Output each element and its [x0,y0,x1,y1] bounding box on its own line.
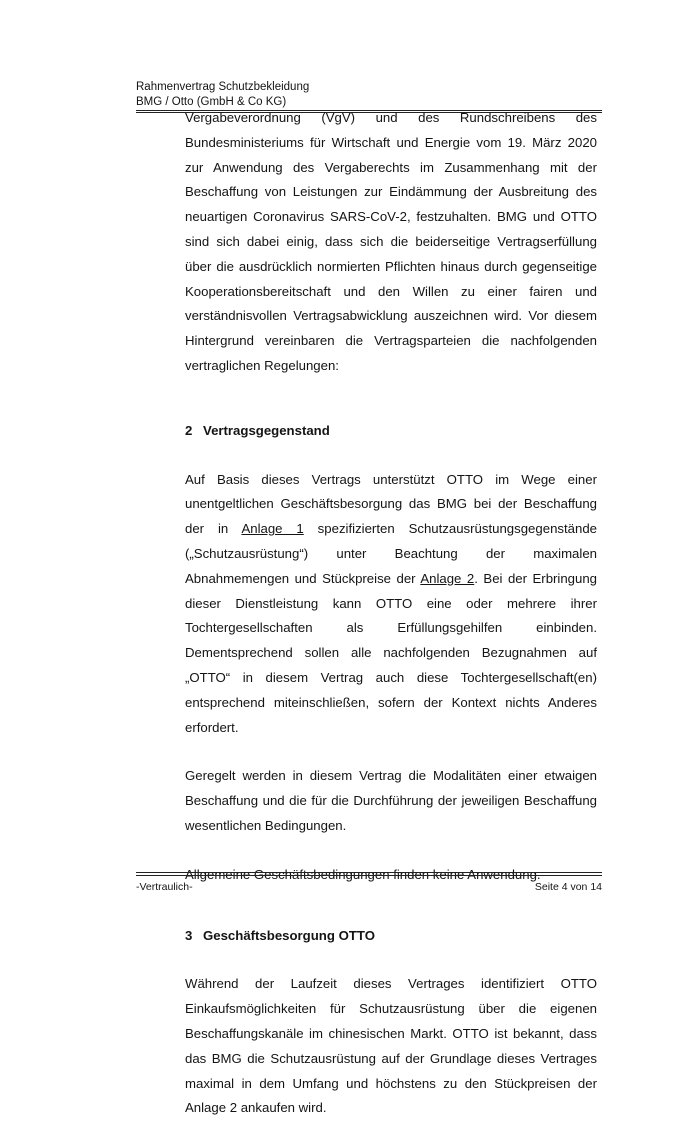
section-3-heading [185,924,597,949]
section-2-paragraph-3: Allgemeine Geschäftsbedingungen finden keine Anwendung. [185,866,541,882]
document-body [185,106,597,1121]
section-2-paragraph-2: Geregelt werden in diesem Vertrag die Modalitäten einer etwaigen Beschaffung und die für die Durchführung der jeweiligen Beschaffung wesentlichen Bedingungen. [185,768,597,833]
intro-paragraph: Vergabeverordnung (VgV) und des Rundschreibens des Bundesministeriums für Wirtschaft und Energie vom 19. März 2020 zur Anwendung des Vergaberechts im Zusammenhang mit der Beschaffung von Leistungen zur Eindämmung der Ausbreitung des neuartigen Coronavirus SARS-CoV-2, festzuhalten. BMG und OTTO sind sich dabei einig, dass sich die beiderseitige Vertragserfüllung über die ausdrücklich normierten Pflichten hinaus durch gegenseitige Kooperationsbereitschaft und den Willen zu einer fairen und verständnisvollen Vertragsabwicklung auszeichnen wird. Vor diesem Hintergrund vereinbaren die Vertragsparteien die nachfolgenden vertraglichen Regelungen: [185,110,597,373]
section-3-title: Geschäftsbesorgung OTTO [203,927,375,943]
anlage-2-reference: Anlage 2 [420,570,475,586]
section-2-p1-text-a: Auf Basis dieses Vertrags unterstützt OTTO im Wege einer unentgeltlichen Geschäftsbesorgung das BMG bei der Beschaffung der in [185,471,597,537]
section-3-paragraph-1: Während der Laufzeit dieses Vertrages identifiziert OTTO Einkaufsmöglichkeiten für Schutzausrüstung über die eigenen Beschaffungskanäle im chinesischen Markt. OTTO ist bekannt, dass das BMG die Schutzausrüstung auf der Grundlage dieses Vertrages maximal in dem Umfang und höchstens zu den Stückpreisen der Anlage 2 ankaufen wird. [185,976,597,1116]
page-number: Seite 4 von 14 [534,881,602,893]
section-2-p1-text-c: . Bei der Erbringung dieser Dienstleistung kann OTTO eine oder mehrere ihrer Tochtergesellschaften als Erfüllungsgehilfen einbinden. Dementsprechend sollen alle nachfolgenden Bezugnahmen auf „OTTO“ in diesem Vertrag auch diese Tochtergesellschaft(en) entsprechend miteinschließen, sofern der Kontext nichts Anderes erfordert. [185,570,598,735]
section-2-p1-text-b: spezifizierten Schutzausrüstungsgegenstände („Schutzausrüstung“) unter Beachtung der maximalen Abnahmemengen und Stückpreise der [185,521,597,586]
section-2-number: 2 [185,422,193,438]
header-contract-title: Rahmenvertrag Schutzbekleidung [136,81,310,93]
confidentiality-label: -Vertraulich- [136,881,193,893]
section-2-paragraph-1 [185,468,597,741]
footer-divider-double [136,875,602,876]
section-2-heading [185,419,597,444]
section-3-number: 3 [185,927,193,943]
section-2-title: Vertragsgegenstand [203,422,330,438]
header-parties: BMG / Otto (GmbH & Co KG) [136,96,287,108]
footer-divider [136,872,602,873]
anlage-1-reference: Anlage 1 [241,521,304,537]
